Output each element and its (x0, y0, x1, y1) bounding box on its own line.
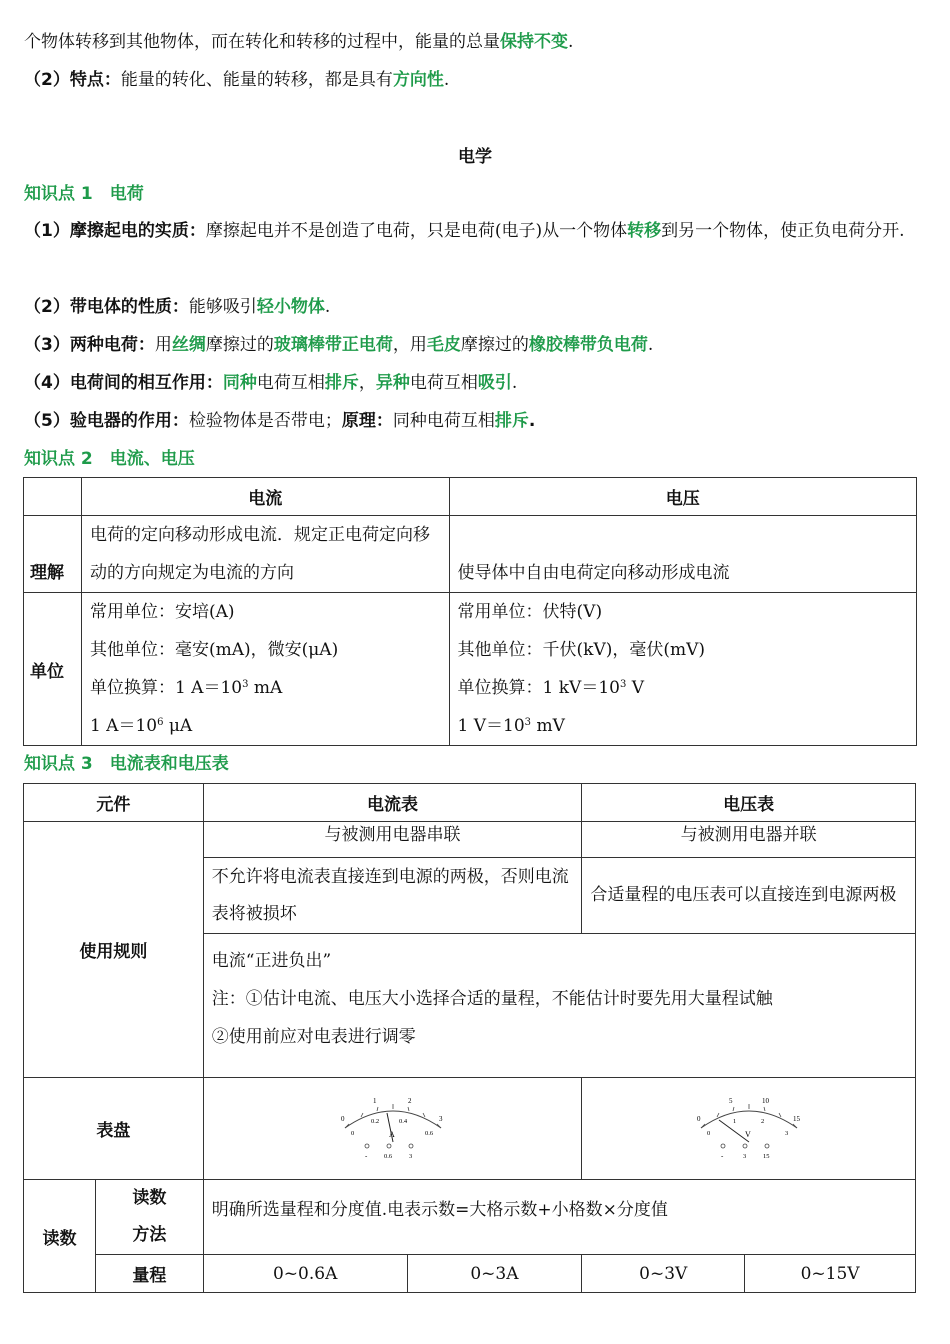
punct: . (528, 411, 536, 431)
highlight-text: 方向性 (392, 70, 444, 90)
item-label: 原理： (341, 411, 393, 431)
label-line: 方法 (132, 1225, 167, 1245)
item-text: 电荷互相 (256, 373, 325, 393)
item-label: （2）带电体的性质： (24, 297, 189, 317)
rule-line: 电流“正进负出” (211, 951, 332, 971)
kp1-item-5 (24, 409, 928, 433)
voltmeter-dial-cell (582, 1078, 916, 1180)
kp1-item-4 (24, 371, 928, 395)
intro-line-1 (24, 30, 928, 54)
voltmeter-terminal: 15 (762, 1153, 770, 1160)
item-label: （4）电荷间的相互作用： (24, 373, 223, 393)
unit-line: 其他单位：毫安(mA)，微安(μA) (89, 640, 339, 660)
ammeter-bottom-tick: 0 (350, 1130, 354, 1137)
highlight-text: 丝绸 (171, 335, 206, 355)
item-text: 摩擦起电并不是创造了电荷，只是电荷(电子)从一个物体 (205, 221, 628, 241)
table-corner (24, 478, 82, 516)
voltage-definition: 使导体中自由电荷定向移动形成电流 (449, 516, 916, 593)
ammeter-terminal: - (364, 1152, 367, 1160)
highlight-text: 排斥 (494, 411, 529, 431)
unit-line: 常用单位：安培(A) (89, 602, 235, 622)
highlight-text: 玻璃棒带正电荷 (273, 335, 393, 355)
voltmeter-rule-parallel: 与被测用电器并联 (582, 822, 916, 858)
item-text: 摩擦过的 (460, 335, 529, 355)
unit-line (458, 669, 908, 707)
item-label: （5）验电器的作用： (24, 411, 189, 431)
label-line: 读数 (132, 1188, 167, 1208)
unit-line: 常用单位：伏特(V) (457, 602, 603, 622)
unit-text: V (626, 678, 645, 698)
range-value: 0~3V (582, 1255, 745, 1293)
unit-text: mA (248, 678, 283, 698)
unit-text: 单位换算：1 A＝10 (89, 678, 243, 698)
voltmeter-top-tick: 10 (761, 1097, 769, 1105)
row-label-dial: 表盘 (24, 1078, 204, 1180)
range-value: 0~0.6A (203, 1255, 407, 1293)
punct: . (324, 297, 331, 317)
voltmeter-unit: V (744, 1130, 751, 1139)
ammeter-dial-icon (333, 1088, 453, 1164)
item-text: 同种电荷互相 (392, 411, 495, 431)
highlight-text: 同种 (222, 373, 257, 393)
col-header-voltmeter: 电压表 (582, 784, 916, 822)
unit-text: mV (531, 716, 565, 736)
current-definition: 电荷的定向移动形成电流．规定正电荷定向移动的方向规定为电流的方向 (81, 516, 449, 593)
exponent: 6 (157, 717, 164, 728)
kp1-item-3 (24, 333, 928, 357)
unit-line (458, 707, 908, 745)
item-text: 摩擦过的 (205, 335, 274, 355)
item-text: ， (358, 373, 376, 393)
col-header-current: 电流 (81, 478, 449, 516)
kp3-title: 知识点 3 电流表和电压表 (24, 754, 229, 774)
ammeter-rule-no-direct: 不允许将电流表直接连到电源的两极，否则电流表将被损坏 (203, 858, 582, 934)
ammeter-top-tick: 2 (407, 1097, 412, 1105)
punct: . (443, 70, 450, 90)
punct: . (568, 32, 574, 52)
voltmeter-bottom-tick: 2 (760, 1118, 764, 1125)
punct: . (511, 373, 518, 393)
col-header-ammeter: 电流表 (203, 784, 582, 822)
item-label: （3）两种电荷： (24, 335, 155, 355)
intro-text: 个物体转移到其他物体，而在转化和转移的过程中，能量的总量 (24, 32, 500, 52)
item-text: 能够吸引 (188, 297, 257, 317)
highlight-text: 毛皮 (426, 335, 461, 355)
ammeter-rule-series: 与被测用电器串联 (203, 822, 582, 858)
ammeter-terminal: 0.6 (383, 1153, 392, 1160)
voltmeter-top-tick: 5 (728, 1097, 733, 1105)
unit-text: μA (163, 716, 193, 736)
ammeter-bottom-tick: 0.4 (398, 1118, 407, 1125)
unit-text: 1 V＝10 (457, 716, 525, 736)
range-label: 量程 (95, 1255, 203, 1293)
voltmeter-terminal: - (720, 1152, 723, 1160)
unit-text: 单位换算：1 kV＝10 (457, 678, 620, 698)
exponent: 3 (524, 717, 532, 728)
item-text: 到另一个物体，使正负电荷分开. (661, 221, 905, 241)
exponent: 3 (242, 679, 249, 690)
highlight-text: 转移 (627, 221, 662, 241)
unit-line (90, 707, 441, 745)
current-voltage-table (23, 477, 917, 746)
voltmeter-top-tick: 15 (792, 1115, 800, 1123)
kp1-item-1 (24, 213, 929, 250)
highlight-text: 橡胶棒带负电荷 (528, 335, 648, 355)
ammeter-top-tick: 3 (438, 1115, 443, 1123)
voltmeter-bottom-tick: 0 (706, 1130, 710, 1137)
ammeter-bottom-tick: 0.6 (424, 1130, 433, 1137)
voltmeter-bottom-tick: 3 (784, 1130, 788, 1137)
ammeter-top-tick: 0 (340, 1115, 345, 1123)
highlight-text: 吸引 (477, 373, 512, 393)
ammeter-dial-cell (203, 1078, 582, 1180)
item-text: 用 (154, 335, 172, 355)
ammeter-unit: A (388, 1130, 395, 1139)
col-header-voltage: 电压 (449, 478, 916, 516)
item-label: （1）摩擦起电的实质： (24, 221, 206, 241)
row-label-unit: 单位 (24, 593, 82, 746)
section-title: 电学 (458, 147, 492, 167)
row-label-rules: 使用规则 (24, 822, 204, 1078)
intro-line-2 (24, 68, 928, 92)
current-units-cell (81, 593, 449, 746)
item-text: ，用 (392, 335, 427, 355)
ammeter-bottom-tick: 0.2 (370, 1118, 379, 1125)
meter-table (23, 783, 916, 1293)
item-text: 电荷互相 (409, 373, 478, 393)
range-value: 0~3A (407, 1255, 582, 1293)
reading-method-text: 明确所选量程和分度值.电表示数=大格示数+小格数×分度值 (203, 1180, 915, 1255)
voltmeter-terminal: 3 (742, 1153, 746, 1160)
intro-text: 能量的转化、能量的转移，都是具有 (120, 70, 393, 90)
row-label-understanding: 理解 (24, 516, 82, 593)
row-label-reading: 读数 (24, 1180, 96, 1293)
reading-method-label (95, 1180, 203, 1255)
common-rules-cell (203, 934, 915, 1078)
voltmeter-rule-direct: 合适量程的电压表可以直接连到电源两极 (582, 858, 916, 934)
voltmeter-bottom-tick: 1 (732, 1118, 736, 1125)
item-text: 检验物体是否带电； (188, 411, 342, 431)
ammeter-top-tick: 1 (372, 1097, 377, 1105)
range-value: 0~15V (745, 1255, 916, 1293)
kp1-item-2 (24, 295, 928, 319)
rule-line: ②使用前应对电表进行调零 (211, 1027, 416, 1047)
exponent: 3 (619, 679, 627, 690)
punct: . (647, 335, 654, 355)
unit-line: 其他单位：千伏(kV)，毫伏(mV) (457, 640, 706, 660)
voltage-units-cell (449, 593, 916, 746)
kp2-title: 知识点 2 电流、电压 (24, 449, 195, 469)
voltmeter-dial-icon (689, 1088, 809, 1164)
highlight-text: 异种 (375, 373, 410, 393)
item-label: （2）特点： (24, 70, 121, 90)
kp1-title: 知识点 1 电荷 (24, 184, 144, 204)
rule-line: 注：①估计电流、电压大小选择合适的量程，不能估计时要先用大量程试触 (211, 989, 773, 1009)
unit-text: 1 A＝10 (89, 716, 158, 736)
highlight-text: 保持不变 (500, 32, 568, 52)
highlight-text: 轻小物体 (256, 297, 325, 317)
voltmeter-top-tick: 0 (696, 1115, 701, 1123)
ammeter-terminal: 3 (408, 1153, 412, 1160)
highlight-text: 排斥 (324, 373, 359, 393)
col-header-component: 元件 (24, 784, 204, 822)
unit-line (90, 669, 441, 707)
